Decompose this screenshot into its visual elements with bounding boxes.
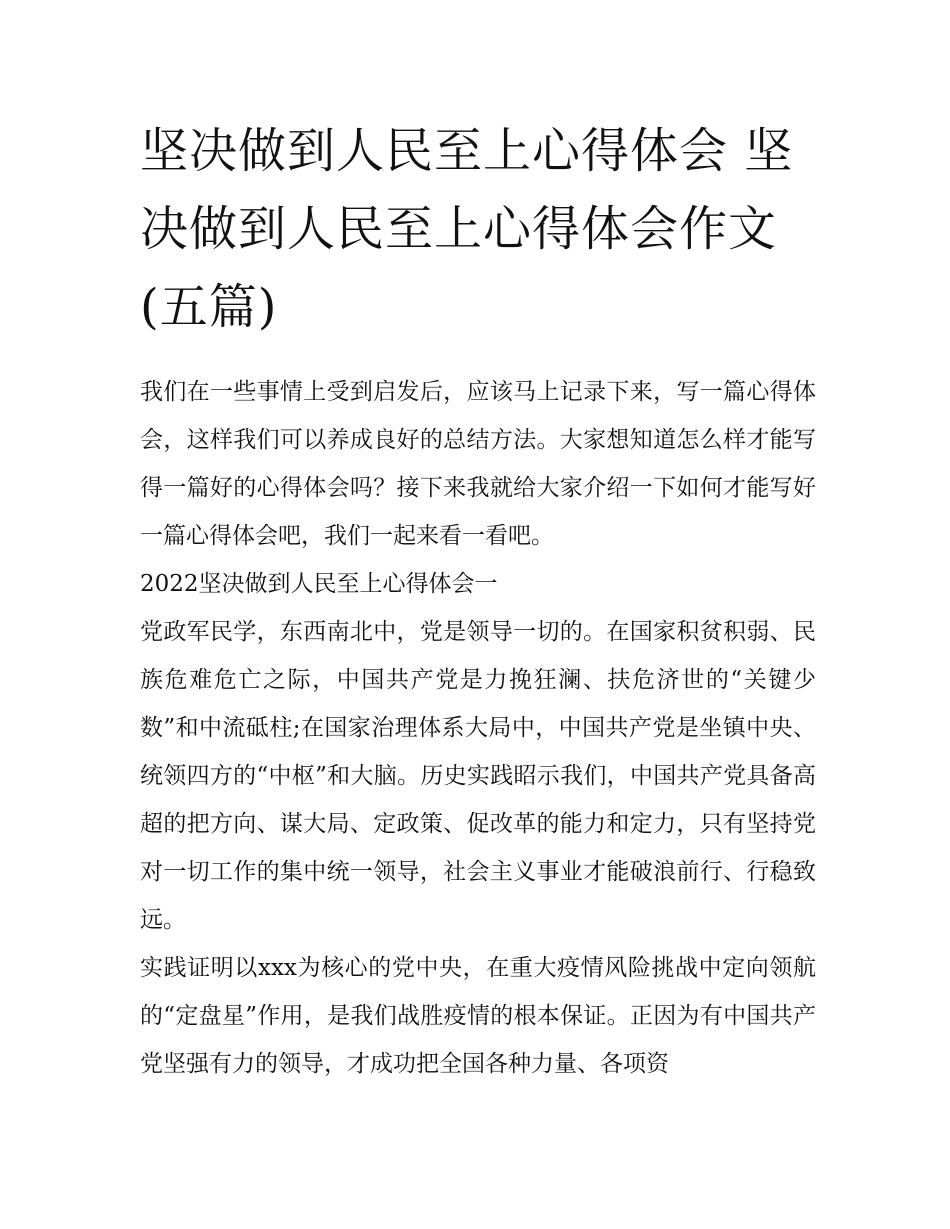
body-paragraph-2: 实践证明以xxx为核心的党中央，在重大疫情风险挑战中定向领航的“定盘星”作用，是我们战胜疫情的根本保证。正因为有中国共产党坚强有力的领导，才成功把全国各种力量、各项资 (140, 955, 816, 1077)
document-page (140, 112, 816, 1088)
section-heading: 2022坚决做到人民至上心得体会一 (140, 571, 498, 597)
document-title: 坚决做到人民至上心得体会 坚决做到人民至上心得体会作文(五篇) (140, 123, 794, 335)
intro-paragraph: 我们在一些事情上受到启发后，应该马上记录下来，写一篇心得体会，这样我们可以养成良好的总结方法。大家想知道怎么样才能写得一篇好的心得体会吗？接下来我就给大家介绍一下如何才能写好一篇心得体会吧，我们一起来看一看吧。 (140, 379, 816, 549)
document-body (140, 368, 816, 1088)
body-paragraph-1: 党政军民学，东西南北中，党是领导一切的。在国家积贫积弱、民族危难危亡之际，中国共产党是力挽狂澜、扶危济世的“关键少数”和中流砥柱;在国家治理体系大局中，中国共产党是坐镇中央、统领四方的“中枢”和大脑。历史实践昭示我们，中国共产党具备高超的把方向、谋大局、定政策、促改革的能力和定力，只有坚持党对一切工作的集中统一领导，社会主义事业才能破浪前行、行稳致远。 (140, 619, 816, 933)
